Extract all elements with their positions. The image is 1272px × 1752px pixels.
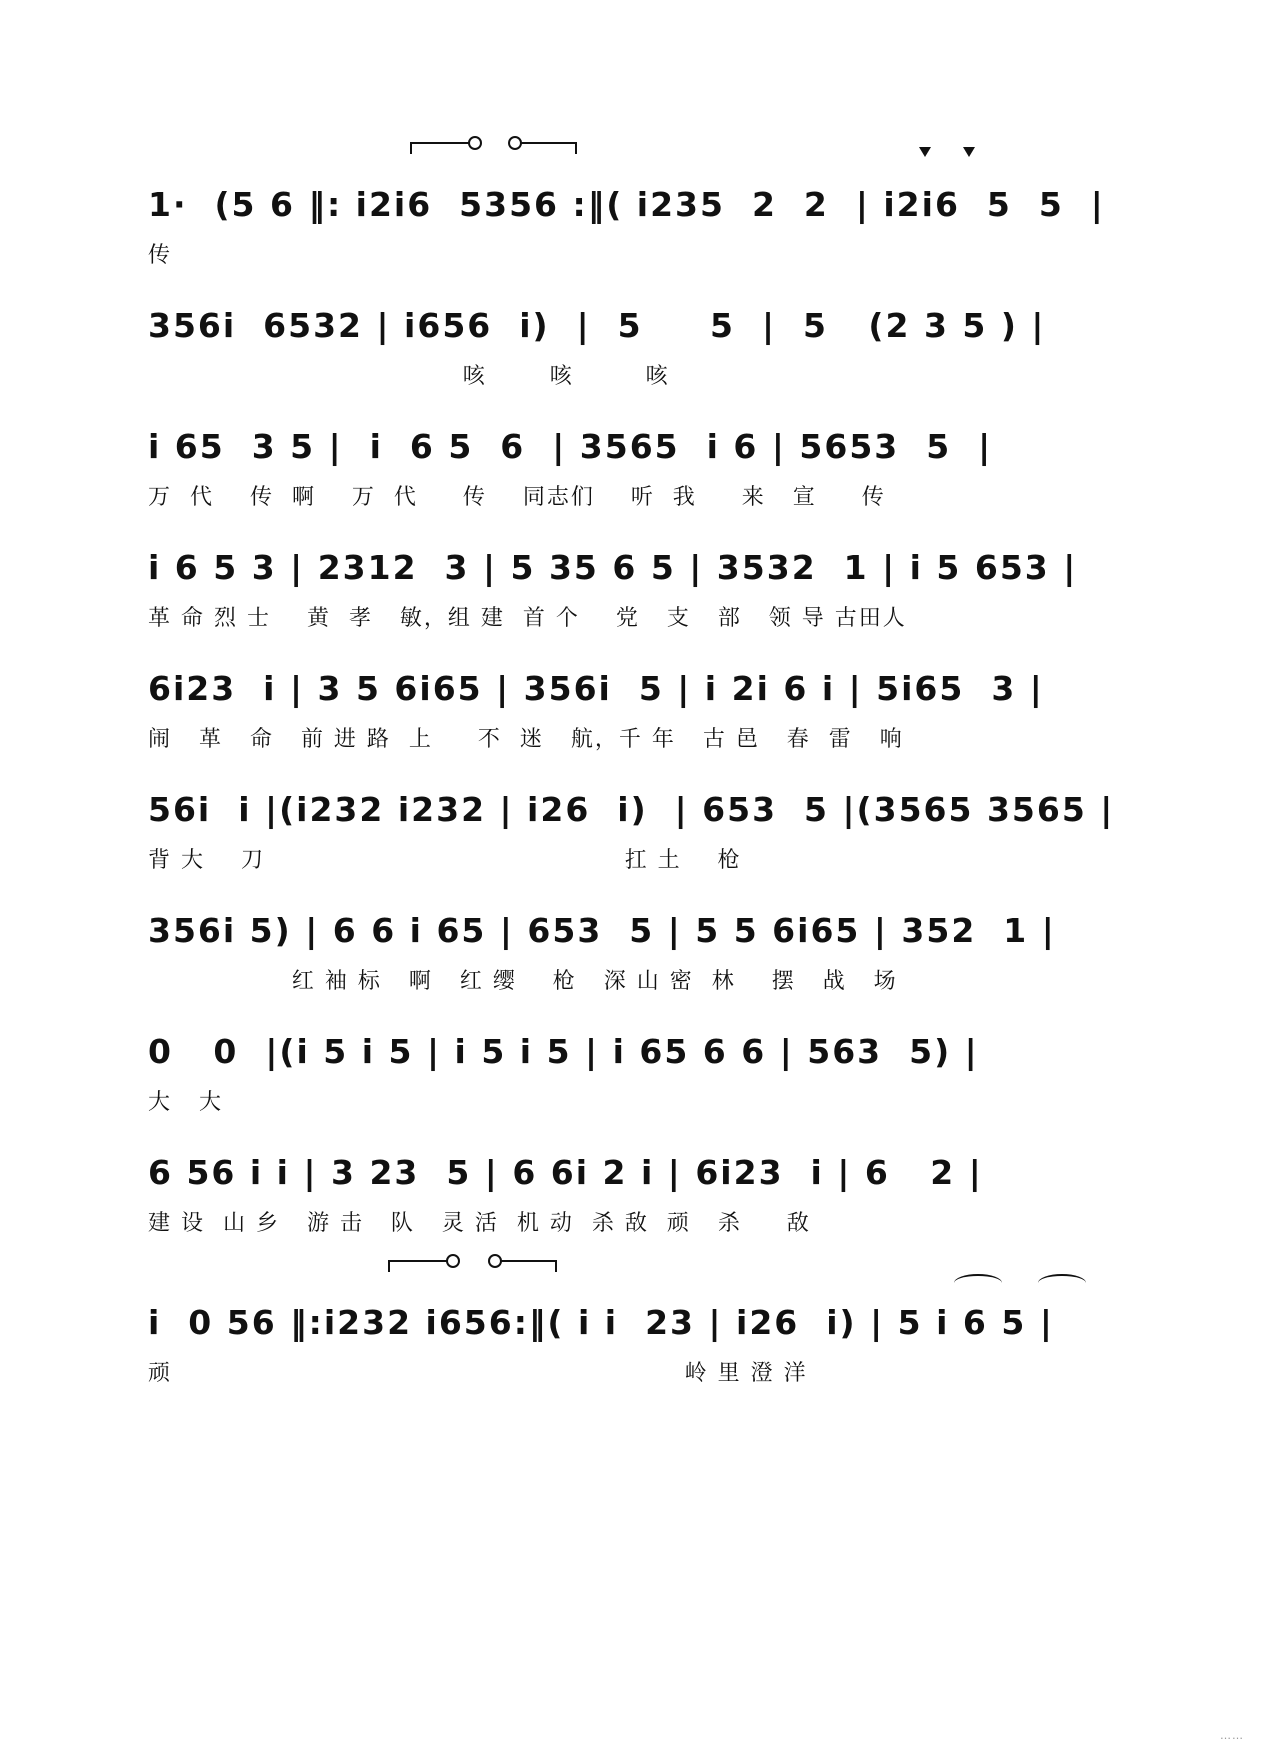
repeat-bracket-left [410, 142, 472, 154]
notation: 56i i |(i232 i232 | i26 i) | 653 5 |(3565 3565 | [148, 790, 1115, 829]
slur-mark [954, 1274, 1002, 1292]
score-line-7 [148, 876, 1138, 994]
notation: i 6 5 3 | 2312 3 | 5 35 6 5 | 3532 1 | i 5 653 | [148, 548, 1078, 587]
score-line-9 [148, 1118, 1138, 1236]
lyrics: 万 代 传 啊 万 代 传 同志们 听 我 来 宣 传 [148, 485, 886, 510]
lyrics: 闹 革 命 前 进 路 上 不 迷 航，千 年 古 邑 春 雷 响 [148, 727, 904, 752]
score-line-8 [148, 997, 1138, 1115]
score-line-10 [148, 1268, 1138, 1386]
slur-mark [1038, 1274, 1086, 1292]
accent-mark [919, 147, 931, 157]
notation: i 65 3 5 | i 6 5 6 | 3565 i 6 | 5653 5 | [148, 427, 993, 466]
accent-mark [963, 147, 975, 157]
repeat-bracket-right [500, 1260, 557, 1272]
notation: 356i 5) | 6 6 i 65 | 653 5 | 5 5 6i65 | 352 1 | [148, 911, 1056, 950]
notation: 1· (5 6 ‖: i2i6 5356 :‖( i235 2 2 | i2i6 5 5 | [148, 185, 1105, 224]
score-line-5 [148, 634, 1138, 752]
score-line-6 [148, 755, 1138, 873]
repeat-bracket-left [388, 1260, 450, 1272]
notation: 0 0 |(i 5 i 5 | i 5 i 5 | i 65 6 6 | 563 5) | [148, 1032, 979, 1071]
lyrics: 革 命 烈 士 黄 孝 敏，组 建 首 个 党 支 部 领 导 古田人 [148, 606, 907, 631]
score-line-3 [148, 392, 1138, 510]
score-line-1 [148, 150, 1138, 268]
circle-mark [468, 136, 482, 150]
repeat-bracket-right [520, 142, 577, 154]
notation: 356i 6532 | i656 i) | 5 5 | 5 (2 3 5 ) | [148, 306, 1046, 345]
lyrics: 顽 岭 里 澄 洋 [148, 1361, 808, 1386]
circle-mark [446, 1254, 460, 1268]
lyrics: 建 设 山 乡 游 击 队 灵 活 机 动 杀 敌 顽 杀 敌 [148, 1211, 811, 1236]
score-line-4 [148, 513, 1138, 631]
lyrics: 传 [148, 243, 173, 268]
lyrics: 红 袖 标 啊 红 缨 枪 深 山 密 林 摆 战 场 [148, 969, 898, 994]
lyrics: 大 大 [148, 1090, 223, 1115]
notation: 6i23 i | 3 5 6i65 | 356i 5 | i 2i 6 i | 5i65 3 | [148, 669, 1044, 708]
lyrics: 背 大 刀 扛 土 枪 [148, 848, 742, 873]
score-line-2 [148, 271, 1138, 389]
notation: 6 56 i i | 3 23 5 | 6 6i 2 i | 6i23 i | 6 2 | [148, 1153, 983, 1192]
notation: i 0 56 ‖:i232 i656:‖( i i 23 | i26 i) | 5 i 6 5 | [148, 1303, 1054, 1342]
lyrics: 咳 咳 咳 [148, 364, 670, 389]
footer-watermark: …… [1220, 1729, 1244, 1742]
